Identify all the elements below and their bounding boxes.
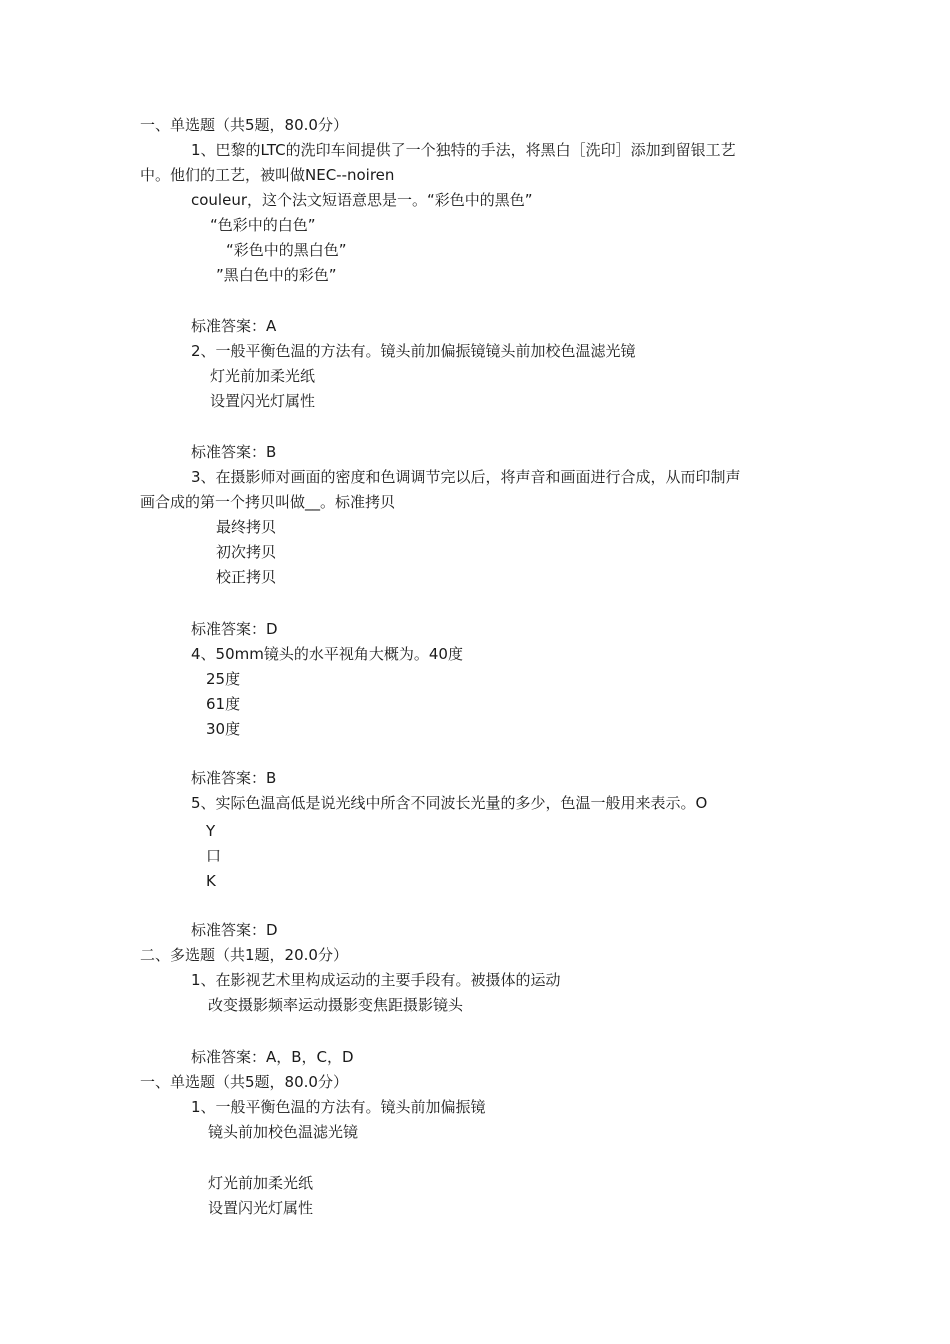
question-1-answer: 标准答案：A <box>191 317 277 335</box>
section-heading-multiple-choice: 二、多选题（共1题，20.0分） <box>140 946 348 964</box>
repeat-question-1-text: 1、一般平衡色温的方法有。镜头前加偏振镜 <box>191 1098 486 1116</box>
question-1-option-a: couleur，这个法文短语意思是一。“彩色中的黑色” <box>191 191 533 209</box>
question-3-option-d: 校正拷贝 <box>216 568 277 586</box>
question-2-answer: 标准答案：B <box>191 443 277 461</box>
repeat-question-1-option-c: 灯光前加柔光纸 <box>208 1174 314 1192</box>
section-heading-single-choice-2: 一、单选题（共5题，80.0分） <box>140 1073 348 1091</box>
question-2-text: 2、一般平衡色温的方法有。镜头前加偏振镜镜头前加校色温滤光镜 <box>191 342 636 360</box>
question-4-option-c: 61度 <box>206 695 241 713</box>
question-1-text: 1、巴黎的LTC的洗印车间提供了一个独特的手法，将黑白［洗印］添加到留银工艺 <box>191 141 736 159</box>
question-5-answer: 标准答案：D <box>191 921 278 939</box>
question-3-option-b: 最终拷贝 <box>216 518 277 536</box>
question-2-option-c: 灯光前加柔光纸 <box>210 367 316 385</box>
question-5-text: 5、实际色温高低是说光线中所含不同波长光量的多少，色温一般用来表示。O <box>191 794 708 812</box>
question-3-answer: 标准答案：D <box>191 620 278 638</box>
question-1-option-c: “彩色中的黑白色” <box>226 241 347 259</box>
question-2-option-d: 设置闪光灯属性 <box>210 392 316 410</box>
question-1-option-b: “色彩中的白色” <box>210 216 316 234</box>
question-4-option-d: 30度 <box>206 720 241 738</box>
question-5-option-d: K <box>206 872 216 890</box>
section-heading-single-choice: 一、单选题（共5题，80.0分） <box>140 116 348 134</box>
multi-question-1-answer: 标准答案：A，B，C，D <box>191 1048 354 1066</box>
multi-question-1-options: 改变摄影频率运动摄影变焦距摄影镜头 <box>208 996 464 1014</box>
question-3-text-cont: 画合成的第一个拷贝叫做__。标准拷贝 <box>140 493 396 511</box>
question-4-text: 4、50mm镜头的水平视角大概为。40度 <box>191 645 463 663</box>
question-5-option-c: 口 <box>206 847 222 865</box>
question-1-option-d: ”黑白色中的彩色” <box>216 266 337 284</box>
multi-question-1-text: 1、在影视艺术里构成运动的主要手段有。被摄体的运动 <box>191 971 561 989</box>
question-4-option-b: 25度 <box>206 670 241 688</box>
repeat-question-1-option-d: 设置闪光灯属性 <box>208 1199 314 1217</box>
question-3-text: 3、在摄影师对画面的密度和色调调节完以后，将声音和画面进行合成，从而印制声 <box>191 468 741 486</box>
question-1-text-cont: 中。他们的工艺，被叫做NEC--noiren <box>140 166 395 184</box>
repeat-question-1-option-b: 镜头前加校色温滤光镜 <box>208 1123 359 1141</box>
question-4-answer: 标准答案：B <box>191 769 277 787</box>
question-3-option-c: 初次拷贝 <box>216 543 277 561</box>
question-5-option-b: Y <box>206 822 216 840</box>
